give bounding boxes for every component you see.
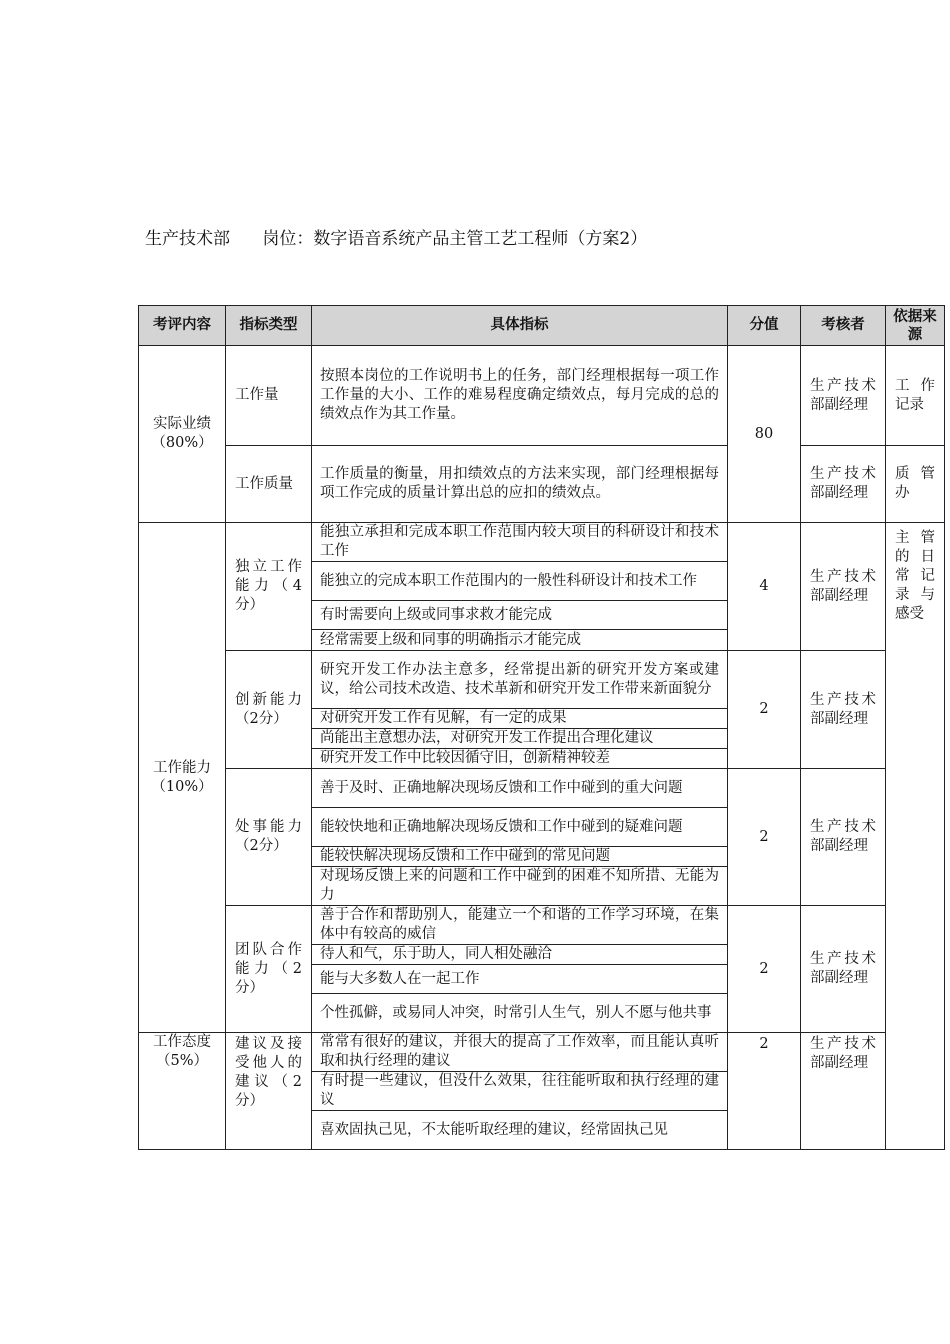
assessor-cell: 生产技术部副经理 [801,1033,886,1150]
indicator-cell: 经常需要上级和同事的明确指示才能完成 [312,630,728,651]
table-row [139,651,945,709]
indicator-cell: 能较快解决现场反馈和工作中碰到的常见问题 [312,847,728,867]
source-cell: 工 作记录 [886,346,945,446]
col-header-score: 分值 [728,306,801,346]
indicator-cell: 研究开发工作办法主意多，经常提出新的研究开发方案或建议，给公司技术改造、技术革新和研究开发工作带来新面貌分 [312,651,728,709]
source-cell: 主 管的 日常 记录 与感受 [886,523,945,1150]
category-cell: 工作态度（5%） [139,1033,226,1150]
col-header-assessor: 考核者 [801,306,886,346]
score-cell: 2 [728,906,801,1033]
assessor-cell: 生产技术部副经理 [801,769,886,906]
type-cell: 工作质量 [226,446,312,523]
score-cell: 2 [728,651,801,769]
category-cell: 实际业绩（80%） [139,346,226,523]
indicator-cell: 能独立的完成本职工作范围内的一般性科研设计和技术工作 [312,562,728,601]
assessor-cell: 生产技术部副经理 [801,651,886,769]
table-row [139,446,945,523]
indicator-cell: 喜欢固执己见，不太能听取经理的建议，经常固执己见 [312,1111,728,1150]
col-header-category: 考评内容 [139,306,226,346]
type-cell: 团队合作能力（2分） [226,906,312,1033]
indicator-cell: 善于及时、正确地解决现场反馈和工作中碰到的重大问题 [312,769,728,808]
table-row [139,1033,945,1072]
indicator-cell: 研究开发工作中比较因循守旧，创新精神较差 [312,749,728,769]
category-cell: 工作能力（10%） [139,523,226,1033]
indicator-cell: 有时提一些建议，但没什么效果，往往能听取和执行经理的建议 [312,1072,728,1111]
indicator-cell: 有时需要向上级或同事求救才能完成 [312,601,728,630]
col-header-source: 依据来源 [886,306,945,346]
indicator-cell: 对现场反馈上来的问题和工作中碰到的困难不知所措、无能为力 [312,867,728,906]
assessor-cell: 生产技术部副经理 [801,346,886,446]
indicator-cell: 待人和气，乐于助人，同人相处融洽 [312,945,728,965]
header-row [139,306,945,346]
indicator-cell: 能较快地和正确地解决现场反馈和工作中碰到的疑难问题 [312,808,728,847]
type-cell: 建议及接受他人的建议（2分） [226,1033,312,1150]
page-title: 生产技术部 岗位：数字语音系统产品主管工艺工程师（方案2） [145,229,648,249]
score-cell: 2 [728,769,801,906]
assessor-cell: 生产技术部副经理 [801,906,886,1033]
source-cell: 质 管办 [886,446,945,523]
score-cell: 4 [728,523,801,651]
indicator-cell: 善于合作和帮助别人，能建立一个和谐的工作学习环境，在集体中有较高的威信 [312,906,728,945]
type-cell: 创新能力（2分） [226,651,312,769]
indicator-cell: 能与大多数人在一起工作 [312,965,728,994]
type-cell: 独立工作能力（4分） [226,523,312,651]
indicator-cell: 工作质量的衡量，用扣绩效点的方法来实现，部门经理根据每项工作完成的质量计算出总的应扣的绩效点。 [312,446,728,523]
indicator-cell: 对研究开发工作有见解，有一定的成果 [312,709,728,729]
table-row [139,769,945,808]
indicator-cell: 尚能出主意想办法，对研究开发工作提出合理化建议 [312,729,728,749]
indicator-cell: 能独立承担和完成本职工作范围内较大项目的科研设计和技术工作 [312,523,728,562]
score-cell: 80 [728,346,801,523]
table-row [139,346,945,446]
assessor-cell: 生产技术部副经理 [801,446,886,523]
type-cell: 处事能力（2分） [226,769,312,906]
table-row [139,523,945,562]
col-header-indicator: 具体指标 [312,306,728,346]
indicator-cell: 按照本岗位的工作说明书上的任务，部门经理根据每一项工作工作量的大小、工作的难易程度确定绩效点，每月完成的总的绩效点作为其工作量。 [312,346,728,446]
score-cell: 2 [728,1033,801,1150]
table-row [139,906,945,945]
assessor-cell: 生产技术部副经理 [801,523,886,651]
evaluation-table [138,305,945,1150]
type-cell: 工作量 [226,346,312,446]
indicator-cell: 个性孤僻，或易同人冲突，时常引人生气，别人不愿与他共事 [312,994,728,1033]
col-header-type: 指标类型 [226,306,312,346]
indicator-cell: 常常有很好的建议，并很大的提高了工作效率，而且能认真听取和执行经理的建议 [312,1033,728,1072]
